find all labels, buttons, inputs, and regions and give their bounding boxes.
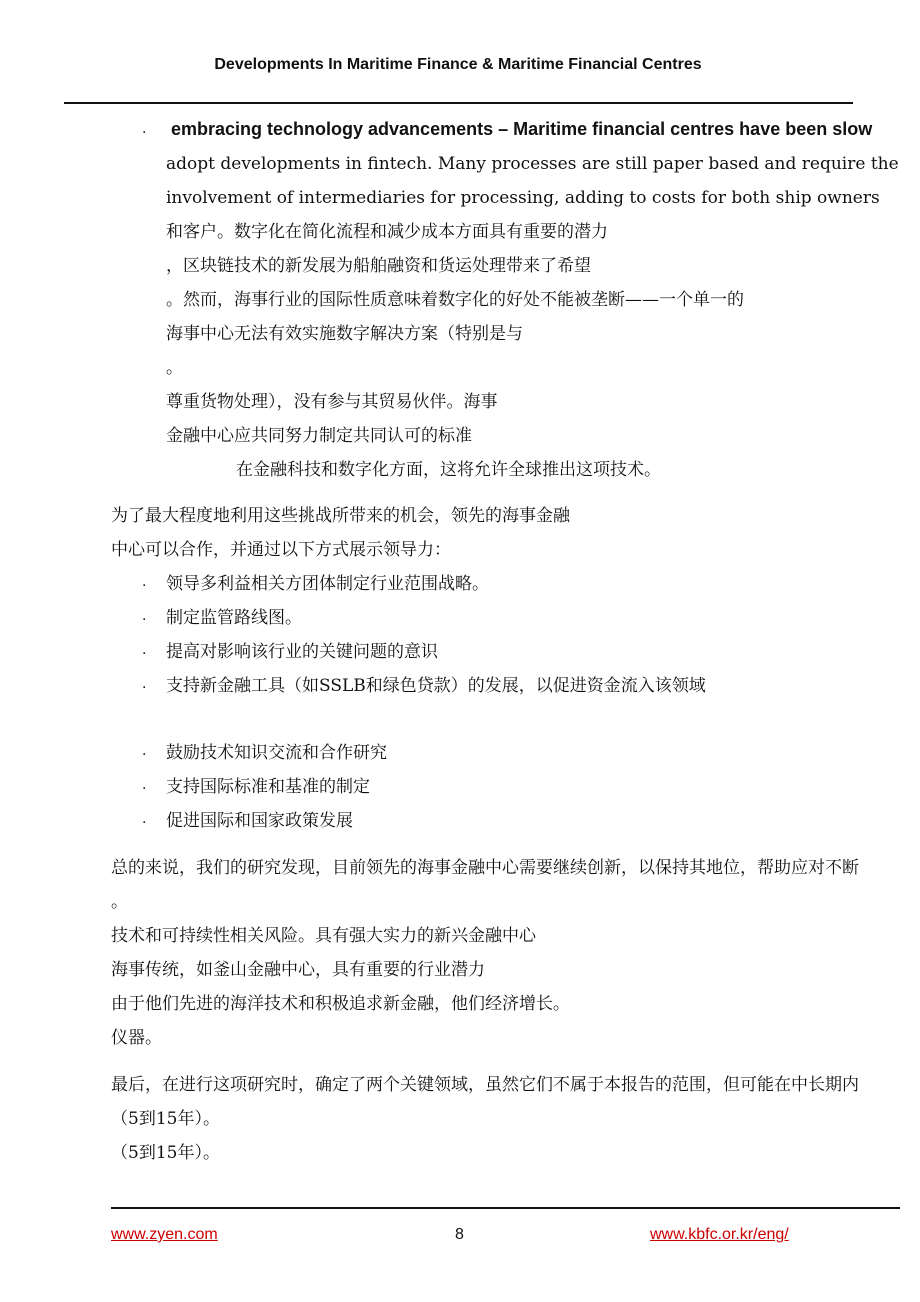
tech-item-line: 和客户。数字化在简化流程和减少成本方面具有重要的潜力 <box>166 222 608 242</box>
tech-item-line: 海事中心无法有效实施数字解决方案（特别是与 <box>166 324 523 344</box>
bullet-marker: · <box>142 125 147 141</box>
footer-link-zyen[interactable]: www.zyen.com <box>111 1226 218 1243</box>
tech-item-line: ，区块链技术的新发展为船舶融资和货运处理带来了希望 <box>166 256 591 276</box>
footer-link-kbfc[interactable]: www.kbfc.or.kr/eng/ <box>650 1226 789 1243</box>
closing-line: （5到15年）。 <box>111 1109 220 1129</box>
bullet-marker: · <box>142 612 147 628</box>
list-item: 领导多利益相关方团体制定行业范围战略。 <box>166 574 489 594</box>
leadership-intro-line: 中心可以合作，并通过以下方式展示领导力： <box>111 540 451 560</box>
bullet-marker: · <box>142 815 147 831</box>
leadership-intro-line: 为了最大程度地利用这些挑战所带来的机会，领先的海事金融 <box>111 506 570 526</box>
list-item: 支持新金融工具（如SSLB和绿色贷款）的发展，以促进资金流入该领域 <box>166 676 706 696</box>
summary-line: 技术和可持续性相关风险。具有强大实力的新兴金融中心 <box>111 926 536 946</box>
tech-item-line: 在金融科技和数字化方面，这将允许全球推出这项技术。 <box>236 460 661 480</box>
header-rule <box>64 102 853 104</box>
bullet-marker: · <box>142 747 147 763</box>
closing-line: 最后，在进行这项研究时，确定了两个关键领域，虽然它们不属于本报告的范围，但可能在中长期内 <box>111 1075 859 1095</box>
footer-rule <box>111 1207 900 1209</box>
tech-item-line: 。 <box>166 358 183 378</box>
bullet-marker: · <box>142 781 147 797</box>
closing-line: （5到15年）。 <box>111 1143 220 1163</box>
tech-item-heading: embracing technology advancements – Maritime financial centres have been slow <box>171 119 873 139</box>
tech-item-line: adopt developments in fintech. Many processes are still paper based and require the <box>166 154 899 174</box>
tech-item-line: involvement of intermediaries for processing, adding to costs for both ship owners <box>166 188 880 208</box>
page-header-title: Developments In Maritime Finance & Maritime Financial Centres <box>214 56 702 73</box>
summary-line: 。 <box>111 892 128 912</box>
summary-line: 仪器。 <box>111 1028 162 1048</box>
tech-item-line: 尊重货物处理），没有参与其贸易伙伴。海事 <box>166 392 498 412</box>
summary-line: 总的来说，我们的研究发现，目前领先的海事金融中心需要继续创新，以保持其地位，帮助应对不断 <box>111 858 859 878</box>
tech-item-line: 。然而，海事行业的国际性质意味着数字化的好处不能被垄断——一个单一的 <box>166 290 744 310</box>
list-item: 促进国际和国家政策发展 <box>166 811 353 831</box>
summary-line: 由于他们先进的海洋技术和积极追求新金融，他们经济增长。 <box>111 994 570 1014</box>
list-item: 鼓励技术知识交流和合作研究 <box>166 743 387 763</box>
tech-item-line: 金融中心应共同努力制定共同认可的标准 <box>166 426 472 446</box>
bullet-marker: · <box>142 680 147 696</box>
bullet-marker: · <box>142 578 147 594</box>
list-item: 支持国际标准和基准的制定 <box>166 777 370 797</box>
bullet-marker: · <box>142 646 147 662</box>
page-number: 8 <box>455 1226 464 1243</box>
list-item: 提高对影响该行业的关键问题的意识 <box>166 642 438 662</box>
list-item: 制定监管路线图。 <box>166 608 302 628</box>
summary-line: 海事传统，如釜山金融中心，具有重要的行业潜力 <box>111 960 485 980</box>
